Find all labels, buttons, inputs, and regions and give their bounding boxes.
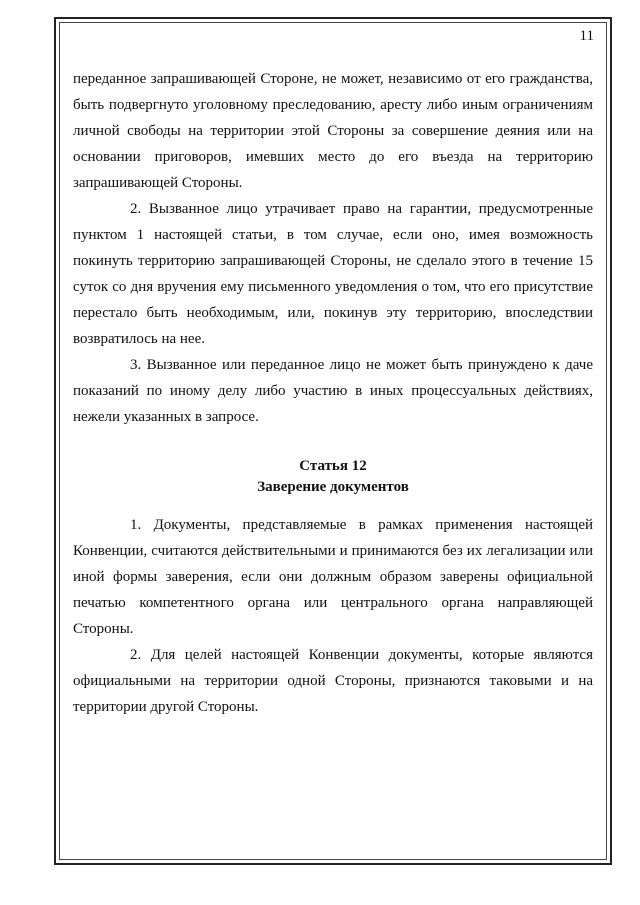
article-title: Заверение документов bbox=[257, 479, 409, 495]
article-number: Статья 12 bbox=[299, 458, 367, 474]
document-body bbox=[73, 66, 593, 720]
article-paragraph-2: 2. Для целей настоящей Конвенции документы, которые являются официальными на территории одной Стороны, признаются таковыми и на территории другой Стороны. bbox=[73, 647, 593, 715]
article-paragraph-1: 1. Документы, представляемые в рамках применения настоящей Конвенции, считаются действительными и принимаются без их легализации или иной формы заверения, если они должным образом заверены официальной печатью компетентного органа или центрального органа направляющей Стороны. bbox=[73, 517, 593, 637]
page-number: 11 bbox=[579, 28, 594, 44]
paragraph-2: 2. Вызванное лицо утрачивает право на гарантии, предусмотренные пунктом 1 настоящей статьи, в том случае, если оно, имея возможность покинуть территорию запрашивающей Стороны, не сделало этого в течение 15 суток со дня вручения ему письменного уведомления о том, что его присутствие перестало быть необходимым, или, покинув эту территорию, впоследствии возвратилось на нее. bbox=[73, 201, 593, 347]
paragraph-continued: переданное запрашивающей Стороне, не может, независимо от его гражданства, быть подвергнуто уголовному преследованию, аресту либо иным ограничениям личной свободы на территории этой Стороны за совершение деяния или на основании приговоров, имевших место до его въезда на территорию запрашивающей Стороны. bbox=[73, 71, 593, 191]
paragraph-3: 3. Вызванное или переданное лицо не может быть принуждено к даче показаний по иному делу либо участию в иных процессуальных действиях, нежели указанных в запросе. bbox=[73, 357, 593, 425]
article-heading bbox=[73, 456, 593, 498]
